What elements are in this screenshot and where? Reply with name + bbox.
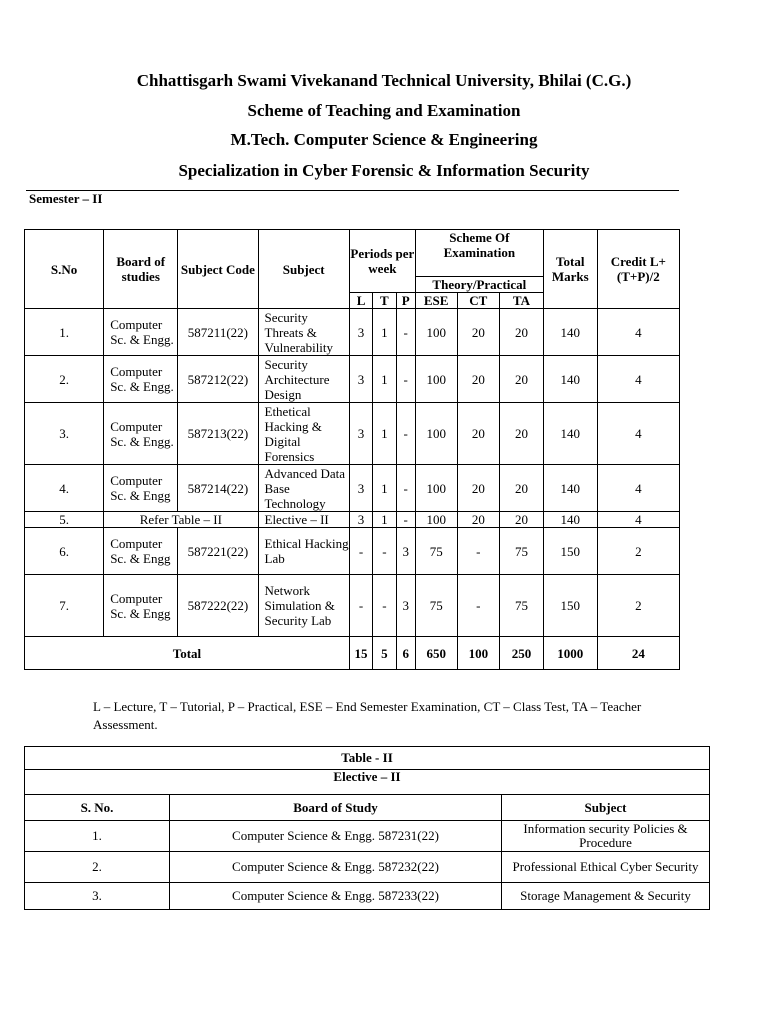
header-code: Subject Code [178, 230, 258, 309]
cell-sno: 4. [25, 465, 104, 512]
elective-row [25, 852, 710, 883]
cell-board: Computer Sc. & Engg [104, 575, 178, 637]
cell-credit: 4 [597, 512, 679, 528]
cell-l: 3 [349, 512, 372, 528]
cell-credit: 4 [597, 309, 679, 356]
table-row [25, 356, 680, 403]
header-divider [26, 190, 679, 191]
header-ct: CT [457, 293, 500, 309]
cell-sno: 7. [25, 575, 104, 637]
elective-cell-sno: 2. [25, 852, 170, 883]
cell-ese: 100 [415, 465, 457, 512]
header-ta: TA [500, 293, 544, 309]
cell-ese: 100 [415, 356, 457, 403]
cell-total: 150 [543, 575, 597, 637]
header-l: L [349, 293, 372, 309]
cell-ct: 20 [457, 309, 500, 356]
total-p: 6 [396, 637, 415, 670]
cell-l: 3 [349, 309, 372, 356]
cell-credit: 4 [597, 403, 679, 465]
total-ese: 650 [415, 637, 457, 670]
table-row [25, 512, 680, 528]
cell-l: 3 [349, 465, 372, 512]
total-row [25, 637, 680, 670]
elective-header-sno: S. No. [25, 795, 170, 821]
cell-total: 140 [543, 403, 597, 465]
elective-table-subtitle: Elective – II [25, 770, 710, 795]
header-periods: Periods per week [349, 230, 415, 293]
cell-code: 587211(22) [178, 309, 258, 356]
scheme-title: Scheme of Teaching and Examination [247, 101, 521, 120]
elective-cell-subject: Storage Management & Security [502, 883, 710, 910]
cell-ese: 100 [415, 309, 457, 356]
cell-subject: Advanced Data Base Technology [258, 465, 349, 512]
table-row [25, 528, 680, 575]
elective-cell-board: Computer Science & Engg. 587232(22) [170, 852, 502, 883]
cell-code: 587212(22) [178, 356, 258, 403]
cell-l: - [349, 575, 372, 637]
program-title: M.Tech. Computer Science & Engineering [230, 130, 538, 149]
cell-subject: Ethical Hacking Lab [258, 528, 349, 575]
cell-p: - [396, 465, 415, 512]
cell-ct: - [457, 528, 500, 575]
cell-subject: Network Simulation & Security Lab [258, 575, 349, 637]
cell-p: 3 [396, 528, 415, 575]
cell-ta: 20 [500, 309, 544, 356]
cell-credit: 2 [597, 528, 679, 575]
header-sno: S.No [25, 230, 104, 309]
cell-ct: 20 [457, 465, 500, 512]
cell-ta: 20 [500, 465, 544, 512]
elective-cell-subject: Professional Ethical Cyber Security [502, 852, 710, 883]
cell-board: Computer Sc. & Engg. [104, 403, 178, 465]
cell-credit: 4 [597, 356, 679, 403]
total-label: Total [25, 637, 350, 670]
cell-p: - [396, 512, 415, 528]
header-scheme: Scheme Of Examination [415, 230, 543, 277]
elective-header-subject: Subject [502, 795, 710, 821]
cell-total: 140 [543, 356, 597, 403]
cell-ct: 20 [457, 512, 500, 528]
cell-p: - [396, 403, 415, 465]
total-marks: 1000 [543, 637, 597, 670]
cell-board: Computer Sc. & Engg. [104, 356, 178, 403]
cell-ta: 20 [500, 356, 544, 403]
cell-t: 1 [373, 465, 396, 512]
cell-ct: 20 [457, 403, 500, 465]
cell-ct: - [457, 575, 500, 637]
total-ta: 250 [500, 637, 544, 670]
elective-table [24, 746, 710, 910]
cell-sno: 6. [25, 528, 104, 575]
cell-ta: 75 [500, 575, 544, 637]
cell-total: 140 [543, 309, 597, 356]
cell-ese: 100 [415, 403, 457, 465]
cell-code: 587214(22) [178, 465, 258, 512]
cell-subject: Security Architecture Design [258, 356, 349, 403]
cell-code: 587222(22) [178, 575, 258, 637]
table-row [25, 575, 680, 637]
total-credit: 24 [597, 637, 679, 670]
cell-sno: 3. [25, 403, 104, 465]
scheme-table [24, 229, 680, 670]
abbreviation-legend: L – Lecture, T – Tutorial, P – Practical, ESE – End Semester Examination, CT – Class Test, TA – Teacher Assessment. [93, 699, 642, 732]
elective-cell-board: Computer Science & Engg. 587231(22) [170, 821, 502, 852]
cell-ese: 75 [415, 528, 457, 575]
header-ese: ESE [415, 293, 457, 309]
cell-total: 140 [543, 512, 597, 528]
cell-t: - [373, 575, 396, 637]
elective-cell-sno: 1. [25, 821, 170, 852]
header-theory: Theory/Practical [415, 277, 543, 293]
cell-ese: 100 [415, 512, 457, 528]
cell-l: 3 [349, 403, 372, 465]
cell-t: 1 [373, 356, 396, 403]
cell-t: 1 [373, 403, 396, 465]
total-ct: 100 [457, 637, 500, 670]
cell-subject: Ethetical Hacking & Digital Forensics [258, 403, 349, 465]
university-title: Chhattisgarh Swami Vivekanand Technical University, Bhilai (C.G.) [136, 71, 632, 90]
cell-l: 3 [349, 356, 372, 403]
cell-ese: 75 [415, 575, 457, 637]
header-board: Board of studies [104, 230, 178, 309]
cell-ta: 20 [500, 403, 544, 465]
cell-l: - [349, 528, 372, 575]
table-row [25, 309, 680, 356]
elective-row [25, 883, 710, 910]
elective-header-board: Board of Study [170, 795, 502, 821]
cell-board: Computer Sc. & Engg. [104, 309, 178, 356]
cell-subject: Elective – II [258, 512, 349, 528]
cell-total: 150 [543, 528, 597, 575]
table-row [25, 465, 680, 512]
elective-row [25, 821, 710, 852]
header-p: P [396, 293, 415, 309]
cell-ct: 20 [457, 356, 500, 403]
cell-total: 140 [543, 465, 597, 512]
table-row [25, 403, 680, 465]
cell-sno: 2. [25, 356, 104, 403]
specialization-title: Specialization in Cyber Forensic & Information Security [178, 161, 590, 180]
elective-cell-board: Computer Science & Engg. 587233(22) [170, 883, 502, 910]
cell-subject: Security Threats & Vulnerability [258, 309, 349, 356]
cell-t: 1 [373, 512, 396, 528]
header-credit: Credit L+(T+P)/2 [597, 230, 679, 309]
cell-sno: 5. [25, 512, 104, 528]
total-l: 15 [349, 637, 372, 670]
cell-board: Computer Sc. & Engg [104, 465, 178, 512]
cell-p: - [396, 356, 415, 403]
cell-ta: 75 [500, 528, 544, 575]
cell-refer-table: Refer Table – II [104, 512, 258, 528]
cell-t: 1 [373, 309, 396, 356]
cell-credit: 4 [597, 465, 679, 512]
elective-table-title: Table - II [25, 747, 710, 770]
total-t: 5 [373, 637, 396, 670]
cell-ta: 20 [500, 512, 544, 528]
cell-sno: 1. [25, 309, 104, 356]
cell-code: 587213(22) [178, 403, 258, 465]
elective-cell-sno: 3. [25, 883, 170, 910]
semester-label: Semester – II [29, 191, 103, 206]
cell-t: - [373, 528, 396, 575]
header-subject: Subject [258, 230, 349, 309]
cell-p: 3 [396, 575, 415, 637]
elective-cell-subject: Information security Policies & Procedure [502, 821, 710, 852]
cell-credit: 2 [597, 575, 679, 637]
cell-p: - [396, 309, 415, 356]
cell-code: 587221(22) [178, 528, 258, 575]
header-total: Total Marks [543, 230, 597, 309]
cell-board: Computer Sc. & Engg [104, 528, 178, 575]
header-t: T [373, 293, 396, 309]
